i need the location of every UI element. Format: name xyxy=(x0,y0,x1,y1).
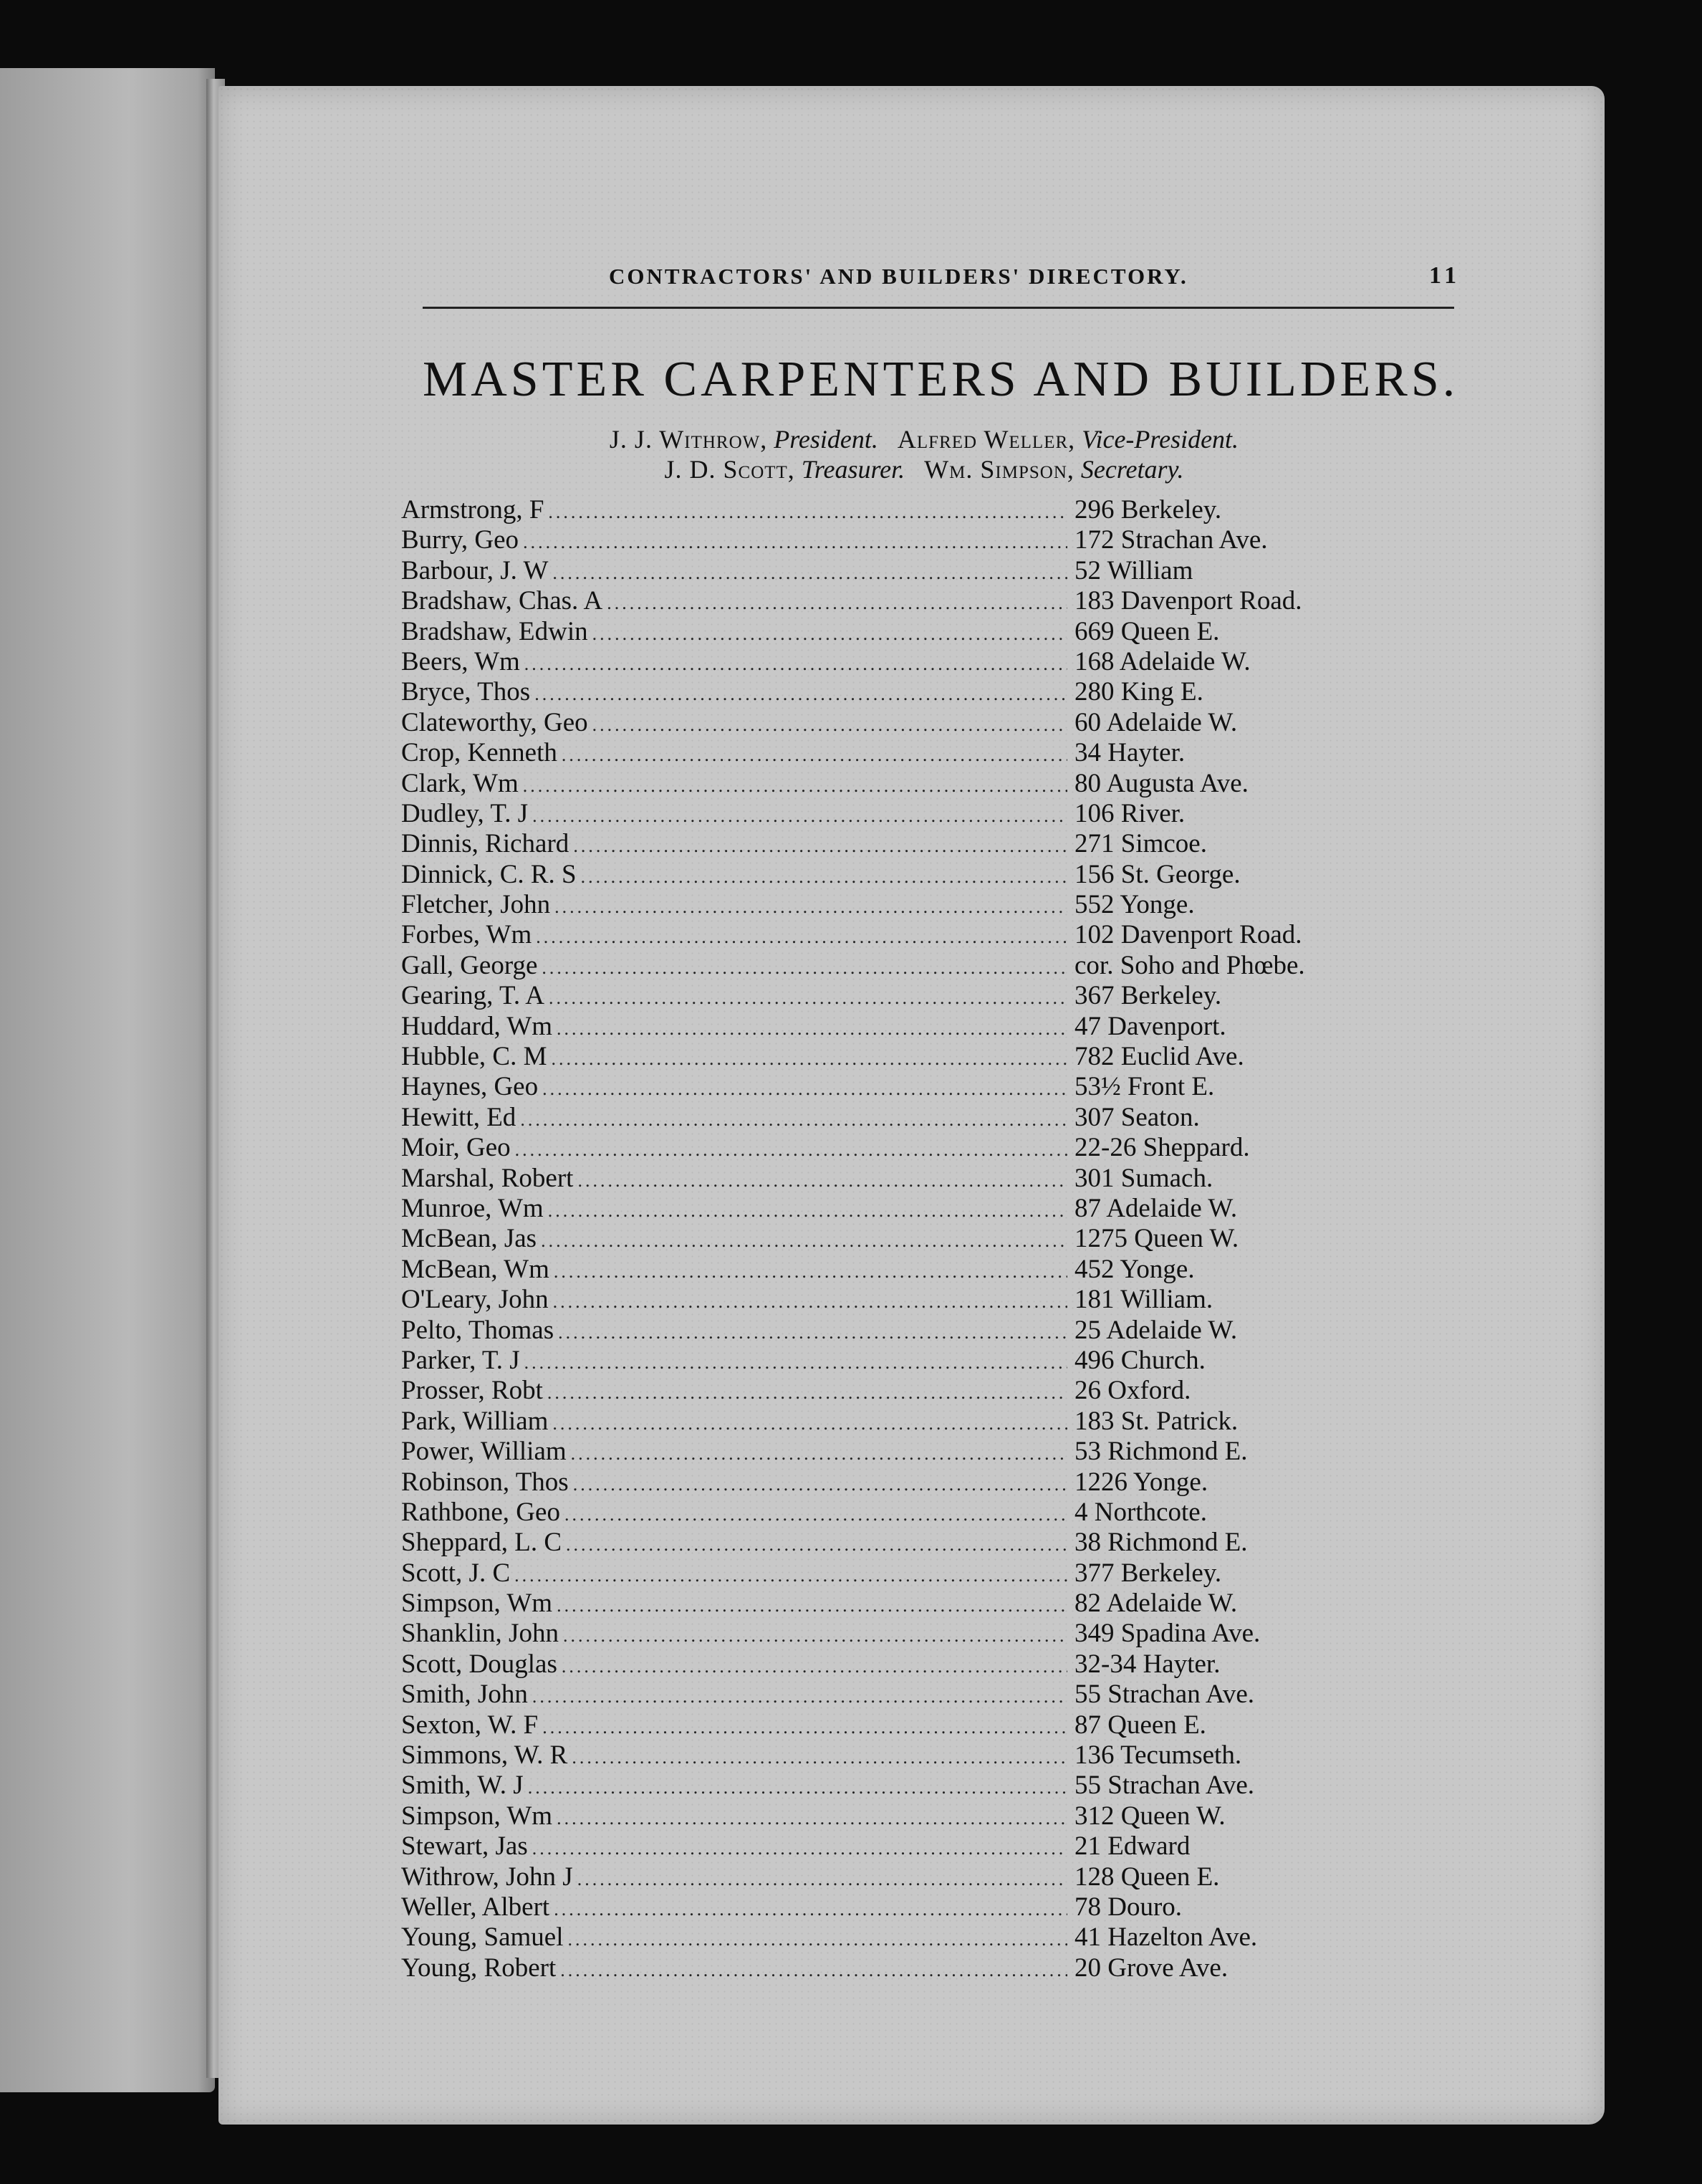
list-item xyxy=(401,1254,1404,1284)
member-address: 1226 Yonge. xyxy=(1074,1467,1208,1497)
dot-leader xyxy=(563,1625,1067,1647)
member-address: 80 Augusta Ave. xyxy=(1074,768,1249,798)
dot-leader xyxy=(532,805,1067,827)
member-address: 183 Davenport Road. xyxy=(1074,586,1302,616)
member-address: 82 Adelaide W. xyxy=(1074,1589,1238,1619)
member-name: Young, Robert xyxy=(401,1953,557,1983)
list-item xyxy=(401,1041,1404,1071)
member-address: 312 Queen W. xyxy=(1074,1801,1226,1831)
list-item xyxy=(401,1892,1404,1922)
list-item xyxy=(401,1588,1404,1618)
list-item xyxy=(401,1315,1404,1345)
dot-leader xyxy=(514,1565,1067,1586)
member-name: Simpson, Wm xyxy=(401,1801,553,1831)
dot-leader xyxy=(566,1534,1067,1556)
member-name: Scott, Douglas xyxy=(401,1649,557,1679)
member-name: Rathbone, Geo xyxy=(401,1497,560,1527)
list-item xyxy=(401,919,1404,949)
dot-leader xyxy=(523,532,1067,553)
member-name: Young, Samuel xyxy=(401,1922,564,1953)
dot-leader xyxy=(607,593,1067,614)
dot-leader xyxy=(523,775,1067,797)
dot-leader xyxy=(562,1656,1067,1677)
list-item xyxy=(401,707,1404,737)
member-name: Simmons, W. R xyxy=(401,1740,568,1771)
member-address: 452 Yonge. xyxy=(1074,1254,1195,1284)
list-item xyxy=(401,1862,1404,1892)
officers-line xyxy=(415,454,1433,484)
page-number: 11 xyxy=(1429,262,1461,289)
dot-leader xyxy=(558,1322,1067,1344)
dot-leader xyxy=(548,1200,1067,1222)
list-item xyxy=(401,1710,1404,1740)
list-item xyxy=(401,1801,1404,1831)
member-address: 53½ Front E. xyxy=(1074,1072,1215,1102)
member-address: 55 Strachan Ave. xyxy=(1074,1680,1255,1710)
member-address: 102 Davenport Road. xyxy=(1074,920,1302,950)
dot-leader xyxy=(553,1291,1067,1313)
dot-leader xyxy=(581,866,1067,888)
member-address: 32-34 Hayter. xyxy=(1074,1649,1221,1679)
member-name: Sexton, W. F xyxy=(401,1710,539,1740)
list-item xyxy=(401,768,1404,798)
member-name: Withrow, John J xyxy=(401,1862,573,1892)
dot-leader xyxy=(536,926,1067,948)
member-name: Park, William xyxy=(401,1406,549,1436)
member-address: 181 William. xyxy=(1074,1285,1213,1315)
list-item xyxy=(401,616,1404,646)
officer-role: Secretary. xyxy=(1080,455,1184,484)
member-name: Gall, George xyxy=(401,950,538,980)
member-address: 782 Euclid Ave. xyxy=(1074,1042,1244,1072)
list-item xyxy=(401,1071,1404,1101)
member-name: Clateworthy, Geo xyxy=(401,707,588,737)
member-address: 156 St. George. xyxy=(1074,859,1241,889)
list-item xyxy=(401,1284,1404,1314)
member-address: 55 Strachan Ave. xyxy=(1074,1771,1255,1801)
dot-leader xyxy=(552,1048,1068,1070)
member-address: 271 Simcoe. xyxy=(1074,829,1207,859)
dot-leader xyxy=(557,1018,1067,1040)
list-item xyxy=(401,889,1404,919)
dot-leader xyxy=(554,1261,1067,1283)
member-name: Scott, J. C xyxy=(401,1558,511,1588)
list-item xyxy=(401,1406,1404,1436)
list-item xyxy=(401,1558,1404,1588)
list-item xyxy=(401,1223,1404,1253)
member-name: Stewart, Jas xyxy=(401,1831,528,1862)
member-address: 25 Adelaide W. xyxy=(1074,1315,1238,1345)
member-name: Fletcher, John xyxy=(401,890,551,920)
member-name: Sheppard, L. C xyxy=(401,1528,562,1558)
member-address: 168 Adelaide W. xyxy=(1074,646,1251,676)
member-address: 60 Adelaide W. xyxy=(1074,707,1238,737)
member-address: 4 Northcote. xyxy=(1074,1497,1207,1527)
list-item xyxy=(401,1831,1404,1861)
member-address: 87 Adelaide W. xyxy=(1074,1193,1238,1223)
officer-name: J. J. Withrow, xyxy=(609,425,768,454)
member-name: Barbour, J. W xyxy=(401,555,549,585)
officer-role: President. xyxy=(774,425,878,454)
dot-leader xyxy=(568,1929,1068,1950)
member-address: 1275 Queen W. xyxy=(1074,1224,1239,1254)
dot-leader xyxy=(557,1595,1067,1617)
member-address: 38 Richmond E. xyxy=(1074,1528,1248,1558)
member-name: Huddard, Wm xyxy=(401,1011,552,1041)
list-item xyxy=(401,1922,1404,1952)
section-title: MASTER CARPENTERS AND BUILDERS. xyxy=(423,352,1459,407)
officers-line xyxy=(415,424,1433,454)
dot-leader xyxy=(554,896,1067,918)
dot-leader xyxy=(547,1382,1067,1404)
dot-leader xyxy=(542,1078,1067,1100)
member-address: 349 Spadina Ave. xyxy=(1074,1619,1261,1649)
member-address: 34 Hayter. xyxy=(1074,738,1186,768)
list-item xyxy=(401,646,1404,676)
dot-leader xyxy=(557,1808,1067,1829)
officer-name: Alfred Weller, xyxy=(897,425,1076,454)
list-item xyxy=(401,1770,1404,1800)
officers-block xyxy=(415,424,1433,484)
list-item xyxy=(401,585,1404,616)
list-item xyxy=(401,1679,1404,1709)
member-name: Munroe, Wm xyxy=(401,1193,544,1223)
list-item xyxy=(401,950,1404,980)
list-item xyxy=(401,737,1404,767)
member-name: O'Leary, John xyxy=(401,1285,549,1315)
member-name: Simpson, Wm xyxy=(401,1589,553,1619)
member-address: 496 Church. xyxy=(1074,1345,1206,1375)
member-address: 296 Berkeley. xyxy=(1074,495,1222,525)
list-item xyxy=(401,1102,1404,1132)
list-item xyxy=(401,1436,1404,1466)
member-name: McBean, Jas xyxy=(401,1224,537,1254)
officer-name: Wm. Simpson, xyxy=(924,455,1074,484)
dot-leader xyxy=(532,1686,1067,1708)
dot-leader xyxy=(592,623,1067,645)
member-address: 183 St. Patrick. xyxy=(1074,1406,1239,1436)
member-address: 21 Edward xyxy=(1074,1831,1191,1862)
member-name: Dinnick, C. R. S xyxy=(401,859,577,889)
member-name: Moir, Geo xyxy=(401,1133,511,1163)
list-item xyxy=(401,1618,1404,1648)
dot-leader xyxy=(573,1474,1067,1495)
dot-leader xyxy=(542,957,1067,979)
dot-leader xyxy=(577,1170,1067,1192)
member-address: 301 Sumach. xyxy=(1074,1163,1213,1193)
member-name: Smith, W. J xyxy=(401,1771,524,1801)
dot-leader xyxy=(577,1869,1067,1890)
list-item xyxy=(401,525,1404,555)
dot-leader xyxy=(562,744,1067,766)
member-address: 26 Oxford. xyxy=(1074,1376,1191,1406)
member-address: 87 Queen E. xyxy=(1074,1710,1206,1740)
officer-role: Vice-President. xyxy=(1082,425,1239,454)
dot-leader xyxy=(528,1777,1067,1799)
list-item xyxy=(401,980,1404,1010)
list-item xyxy=(401,859,1404,889)
member-name: Shanklin, John xyxy=(401,1619,559,1649)
member-address: 106 River. xyxy=(1074,798,1186,828)
dot-leader xyxy=(549,987,1067,1009)
dot-leader xyxy=(548,502,1067,523)
dot-leader xyxy=(554,1899,1067,1920)
member-address: 172 Strachan Ave. xyxy=(1074,525,1268,555)
member-name: Hubble, C. M xyxy=(401,1042,547,1072)
member-name: McBean, Wm xyxy=(401,1254,549,1284)
member-address: 669 Queen E. xyxy=(1074,616,1220,646)
member-name: Bradshaw, Edwin xyxy=(401,616,588,646)
dot-leader xyxy=(534,684,1067,705)
member-name: Smith, John xyxy=(401,1680,528,1710)
member-address: 307 Seaton. xyxy=(1074,1102,1200,1132)
dot-leader xyxy=(520,1109,1067,1131)
member-address: 22-26 Sheppard. xyxy=(1074,1133,1250,1163)
member-name: Dudley, T. J xyxy=(401,798,529,828)
list-item xyxy=(401,1375,1404,1405)
list-item xyxy=(401,828,1404,858)
list-item xyxy=(401,494,1404,525)
member-address: 53 Richmond E. xyxy=(1074,1437,1248,1467)
running-header: CONTRACTORS' AND BUILDERS' DIRECTORY. xyxy=(609,264,1188,289)
member-address: 128 Queen E. xyxy=(1074,1862,1220,1892)
list-item xyxy=(401,1467,1404,1497)
member-address: 136 Tecumseth. xyxy=(1074,1740,1242,1771)
dot-leader xyxy=(572,1747,1067,1768)
member-name: Bryce, Thos xyxy=(401,677,531,707)
list-item xyxy=(401,676,1404,707)
member-name: Forbes, Wm xyxy=(401,920,532,950)
member-name: Bradshaw, Chas. A xyxy=(401,586,603,616)
member-name: Beers, Wm xyxy=(401,646,520,676)
member-address: 41 Hazelton Ave. xyxy=(1074,1922,1258,1953)
dot-leader xyxy=(564,1504,1067,1526)
dot-leader xyxy=(560,1960,1067,1981)
list-item xyxy=(401,1953,1404,1983)
officer-role: Treasurer. xyxy=(801,455,905,484)
officer-name: J. D. Scott, xyxy=(664,455,795,484)
member-address: 52 William xyxy=(1074,555,1193,585)
member-name: Robinson, Thos xyxy=(401,1467,569,1497)
member-name: Pelto, Thomas xyxy=(401,1315,554,1345)
dot-leader xyxy=(524,653,1067,675)
member-name: Power, William xyxy=(401,1437,567,1467)
member-name: Burry, Geo xyxy=(401,525,519,555)
list-item xyxy=(401,798,1404,828)
member-name: Clark, Wm xyxy=(401,768,519,798)
member-name: Weller, Albert xyxy=(401,1892,550,1922)
dot-leader xyxy=(573,835,1067,857)
list-item xyxy=(401,1011,1404,1041)
member-name: Gearing, T. A xyxy=(401,981,545,1011)
dot-leader xyxy=(532,1838,1067,1859)
member-name: Parker, T. J xyxy=(401,1345,520,1375)
member-name: Armstrong, F xyxy=(401,495,544,525)
facing-page-edge xyxy=(0,68,215,2092)
member-address: cor. Soho and Phœbe. xyxy=(1074,950,1305,980)
list-item xyxy=(401,1132,1404,1162)
dot-leader xyxy=(552,1413,1067,1435)
member-name: Crop, Kenneth xyxy=(401,738,557,768)
dot-leader xyxy=(515,1139,1067,1161)
list-item xyxy=(401,1163,1404,1193)
member-address: 47 Davenport. xyxy=(1074,1011,1226,1041)
member-address: 552 Yonge. xyxy=(1074,890,1195,920)
dot-leader xyxy=(524,1352,1067,1374)
member-address: 280 King E. xyxy=(1074,677,1203,707)
dot-leader xyxy=(592,714,1067,736)
member-name: Dinnis, Richard xyxy=(401,829,569,859)
member-name: Marshal, Robert xyxy=(401,1163,574,1193)
member-list xyxy=(401,494,1404,1983)
list-item xyxy=(401,1649,1404,1679)
member-name: Prosser, Robt xyxy=(401,1376,543,1406)
header-rule xyxy=(423,307,1454,309)
list-item xyxy=(401,1527,1404,1557)
member-name: Haynes, Geo xyxy=(401,1072,539,1102)
list-item xyxy=(401,1193,1404,1223)
member-address: 367 Berkeley. xyxy=(1074,981,1222,1011)
list-item xyxy=(401,1497,1404,1527)
member-name: Hewitt, Ed xyxy=(401,1102,516,1132)
dot-leader xyxy=(552,562,1067,584)
list-item xyxy=(401,1740,1404,1770)
dot-leader xyxy=(542,1717,1067,1738)
list-item xyxy=(401,1345,1404,1375)
dot-leader xyxy=(541,1230,1067,1252)
member-address: 377 Berkeley. xyxy=(1074,1558,1222,1588)
dot-leader xyxy=(571,1443,1067,1465)
member-address: 78 Douro. xyxy=(1074,1892,1183,1922)
list-item xyxy=(401,555,1404,585)
member-address: 20 Grove Ave. xyxy=(1074,1953,1229,1983)
